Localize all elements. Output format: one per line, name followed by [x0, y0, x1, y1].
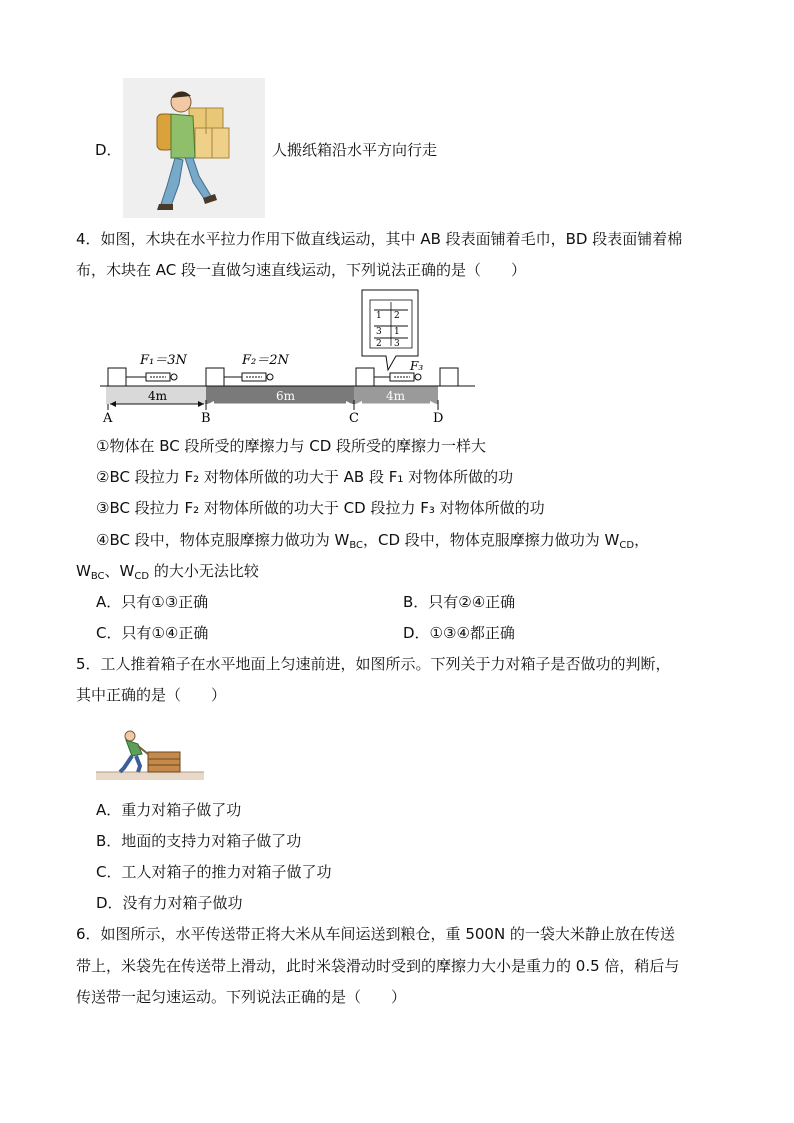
- q4-option-c[interactable]: C．只有①④正确: [96, 624, 209, 642]
- q5-stem-line1: 5．工人推着箱子在水平地面上匀速前进，如图所示。下列关于力对箱子是否做功的判断，: [76, 655, 671, 673]
- q4-statement-1: ①物体在 BC 段所受的摩擦力与 CD 段所受的摩擦力一样大: [96, 437, 487, 455]
- q4-statement-4: ④BC 段中，物体克服摩擦力做功为 $W_{BC}$，CD 段中，物体克服摩擦力做功为 $W_{CD}$，: [96, 531, 650, 551]
- q4-statement-3: ③BC 段拉力 F₂ 对物体所做的功大于 CD 段拉力 F₃ 对物体所做的功: [96, 499, 545, 517]
- q4-option-d[interactable]: D．①③④都正确: [403, 624, 515, 642]
- segment-ab-length: 4m: [148, 389, 168, 403]
- q6-stem-line3: 传送带一起匀速运动。下列说法正确的是（ ）: [76, 988, 407, 1006]
- gauge-digit: 1: [376, 311, 382, 321]
- force-label-f2: F₂＝2N: [242, 353, 289, 368]
- point-label-a: A: [103, 411, 113, 426]
- segment-cd-length: 4m: [386, 389, 406, 403]
- q5-stem-line2: 其中正确的是（ ）: [76, 686, 227, 704]
- q4-option-a[interactable]: A．只有①③正确: [96, 593, 209, 611]
- q4-stem-line2: 布，木块在 AC 段一直做匀速直线运动，下列说法正确的是（ ）: [76, 261, 527, 279]
- q5-option-a[interactable]: A．重力对箱子做了功: [96, 801, 242, 819]
- gauge-digit: 2: [394, 311, 400, 321]
- q5-option-b[interactable]: B．地面的支持力对箱子做了功: [96, 832, 302, 850]
- segment-bc-length: 6m: [276, 389, 296, 403]
- q3-option-d-label: D．: [95, 141, 122, 159]
- friction-experiment-diagram: [100, 286, 480, 426]
- person-carrying-box-image: [123, 78, 265, 218]
- gauge-digit: 3: [376, 327, 382, 337]
- worker-pushing-box-image: [96, 722, 206, 784]
- force-label-f1: F₁＝3N: [140, 353, 187, 368]
- q4-option-b[interactable]: B．只有②④正确: [403, 593, 516, 611]
- q6-stem-line2: 带上，米袋先在传送带上滑动，此时米袋滑动时受到的摩擦力大小是重力的 0.5 倍，稍后与: [76, 957, 680, 975]
- spring-scale-f2: [224, 373, 273, 381]
- q3-option-d-text: 人搬纸箱沿水平方向行走: [272, 141, 438, 159]
- spring-scale-gauge-callout: [362, 290, 418, 370]
- gauge-digit: 1: [394, 327, 400, 337]
- force-label-f3: F₃: [410, 359, 424, 373]
- point-label-d: D: [433, 411, 444, 426]
- gauge-digit: 2: [376, 339, 382, 349]
- spring-scale-f3: [374, 373, 421, 381]
- gauge-digit: 3: [394, 339, 400, 349]
- q4-statement-4-cont: $W_{BC}$、$W_{CD}$ 的大小无法比较: [76, 562, 259, 582]
- q4-statement-2: ②BC 段拉力 F₂ 对物体所做的功大于 AB 段 F₁ 对物体所做的功: [96, 468, 514, 486]
- point-label-b: B: [201, 411, 211, 426]
- spring-scale-f1: [126, 373, 177, 381]
- q5-option-d[interactable]: D．没有力对箱子做功: [96, 894, 243, 912]
- point-label-c: C: [349, 411, 359, 426]
- q5-option-c[interactable]: C．工人对箱子的推力对箱子做了功: [96, 863, 332, 881]
- q6-stem-line1: 6．如图所示，水平传送带正将大米从车间运送到粮仓，重 500N 的一袋大米静止放在传送: [76, 925, 675, 943]
- q4-stem-line1: 4．如图，木块在水平拉力作用下做直线运动，其中 AB 段表面铺着毛巾，BD 段表面铺着棉: [76, 230, 683, 248]
